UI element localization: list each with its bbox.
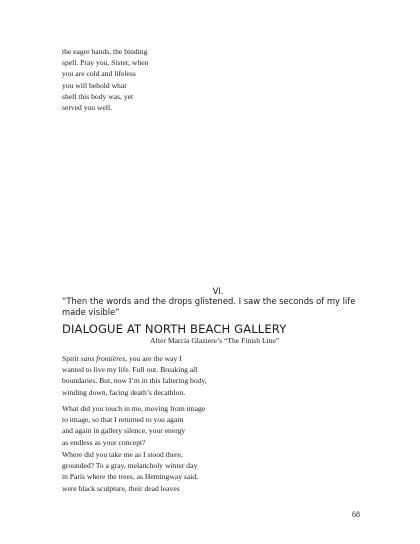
epigraph-line: made visible” <box>62 306 120 317</box>
line-text: , you are the way I <box>125 354 182 363</box>
poem-line: to image, so that I returned to you again <box>62 415 184 425</box>
italic-phrase: sans frontières <box>80 354 126 363</box>
poem-line: Where did you take me as I stood there, <box>62 450 183 459</box>
poem-line: the eager hands, the binding <box>62 47 148 56</box>
poem-line: you will behold what <box>62 80 127 90</box>
poem-line: you are cold and lifeless <box>62 69 136 79</box>
poem-line: in Paris where the trees, as Hemingway said, <box>62 472 199 482</box>
poem-line: winding down, facing death’s decathlon. <box>62 387 186 397</box>
continued-poem-stanza <box>62 46 148 113</box>
poem-line: shell this body was, yet <box>62 91 134 101</box>
section-epigraph <box>62 296 362 318</box>
section-number: VI. <box>212 286 224 296</box>
poem-stanza-3 <box>62 449 198 494</box>
page-number: 68 <box>352 510 360 519</box>
poem-subtitle: After Marcia Glaziere’s “The Finish Line” <box>150 336 280 345</box>
epigraph-line: “Then the words and the drops glistened. I saw the seconds of my life <box>62 296 356 306</box>
line-text: Spirit <box>62 354 81 363</box>
poem-line: What did you touch in me, moving from image <box>62 404 206 413</box>
poem-title: DIALOGUE AT NORTH BEACH GALLERY <box>62 322 287 336</box>
poem-line: as endless as your concept? <box>62 437 146 447</box>
poem-line: spell. Pray you, Sister, when <box>62 58 149 68</box>
poem-line: grounded? To a gray, melancholy winter day <box>62 461 198 471</box>
poem-line: and again in gallery silence, your energy <box>62 426 186 436</box>
poem-line: were black sculpture, their dead leaves <box>62 483 180 493</box>
poem-line: wanted to live my life. Full out. Breaking all <box>62 365 198 375</box>
poem-stanza-2 <box>62 403 205 448</box>
poem-line: served you well. <box>62 103 112 113</box>
poem-line <box>62 353 207 364</box>
poem-line: boundaries. But, now I’m in this faltering body, <box>62 376 207 386</box>
poem-stanza-1 <box>62 353 207 398</box>
